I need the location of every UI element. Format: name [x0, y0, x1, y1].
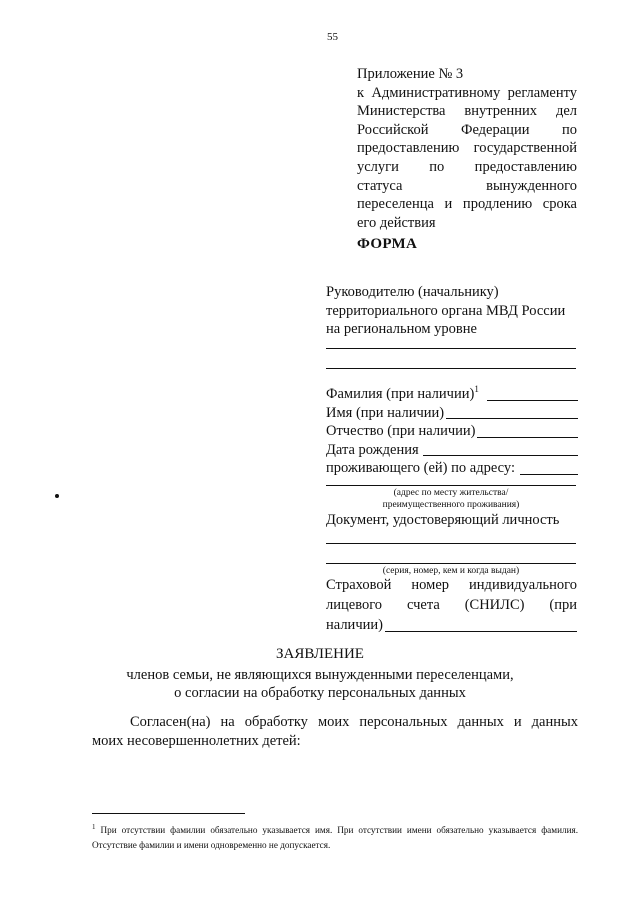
patronymic-field[interactable] [326, 422, 578, 441]
appendix-line: Российской Федерации по [357, 121, 577, 138]
footnote [92, 820, 578, 853]
footnote-divider [92, 813, 245, 814]
surname-field[interactable] [326, 385, 578, 404]
statement-subtitle: членов семьи, не являющихся вынужденными переселенцами, [126, 667, 514, 683]
footnote-mark: 1 [474, 384, 479, 395]
appendix-line: его действия [357, 214, 436, 231]
birth-date-field[interactable] [326, 441, 578, 460]
recipient-line: Руководителю (начальнику) [326, 284, 499, 300]
consent-line: моих несовершеннолетних детей: [92, 732, 301, 749]
name-label: Имя (при наличии) [326, 404, 445, 421]
appendix-line: Министерства внутренних дел [357, 103, 577, 120]
birth-date-label: Дата рождения [326, 441, 419, 458]
consent-paragraph [92, 713, 578, 750]
snils-label: наличии) [326, 617, 383, 633]
snils-field [326, 575, 577, 635]
recipient-line: на региональном уровне [326, 321, 477, 338]
recipient-name-line-2[interactable] [326, 368, 576, 369]
snils-blank-row[interactable] [326, 615, 577, 635]
address-label: проживающего (ей) по адресу: [326, 460, 515, 477]
form-label: ФОРМА [357, 236, 418, 252]
page-number: 55 [327, 31, 338, 43]
statement-subtitle: о согласии на обработку персональных данных [174, 685, 466, 701]
address-field[interactable] [326, 459, 578, 478]
consent-line: Согласен(на) на обработку моих персональных данных и данных [130, 714, 578, 730]
surname-label: Фамилия (при наличии)$^1$ [326, 384, 479, 402]
recipient-line: территориального органа МВД России [326, 302, 566, 319]
recipient-block [326, 283, 578, 339]
margin-dot [55, 494, 59, 498]
name-blank[interactable] [446, 417, 578, 419]
statement-title: ЗАЯВЛЕНИЕ [276, 646, 364, 662]
appendix-title: Приложение № 3 [357, 66, 464, 82]
patronymic-blank[interactable] [477, 436, 578, 438]
appendix-line: статуса вынужденного [357, 177, 577, 194]
document-line[interactable] [326, 543, 576, 544]
document-label: Документ, удостоверяющий личность [326, 512, 560, 528]
patronymic-label: Отчество (при наличии) [326, 423, 476, 440]
footnote-mark: 1 [92, 823, 96, 831]
birth-date-blank[interactable] [423, 454, 578, 456]
document-line-2[interactable] [326, 563, 576, 564]
appendix-line: предоставлению государственной [357, 140, 577, 157]
address-caption: (адрес по месту жительства/ преимущественного проживания) [382, 488, 520, 510]
snils-label: лицевого счета (СНИЛС) (при [326, 597, 577, 613]
address-blank[interactable] [520, 473, 578, 475]
appendix-line: к Административному регламенту [357, 84, 577, 101]
footnote-text: При отсутствии фамилии обязательно указывается имя. При отсутствии имени обязательно указывается фамилия. Отсутствие фамилии и имени одновременно не допускается. [92, 825, 579, 851]
address-line[interactable] [326, 485, 576, 486]
document-caption: (серия, номер, кем и когда выдан) [382, 566, 520, 576]
recipient-name-line[interactable] [326, 348, 576, 349]
name-field[interactable] [326, 404, 578, 423]
applicant-fields [326, 385, 578, 478]
snils-blank[interactable] [385, 630, 577, 632]
appendix-line: переселенца и продлению срока [357, 196, 577, 213]
appendix-line: услуги по предоставлению [357, 158, 577, 175]
snils-label: Страховой номер индивидуального [326, 577, 577, 593]
surname-blank[interactable] [487, 399, 578, 401]
appendix-header [357, 65, 577, 232]
